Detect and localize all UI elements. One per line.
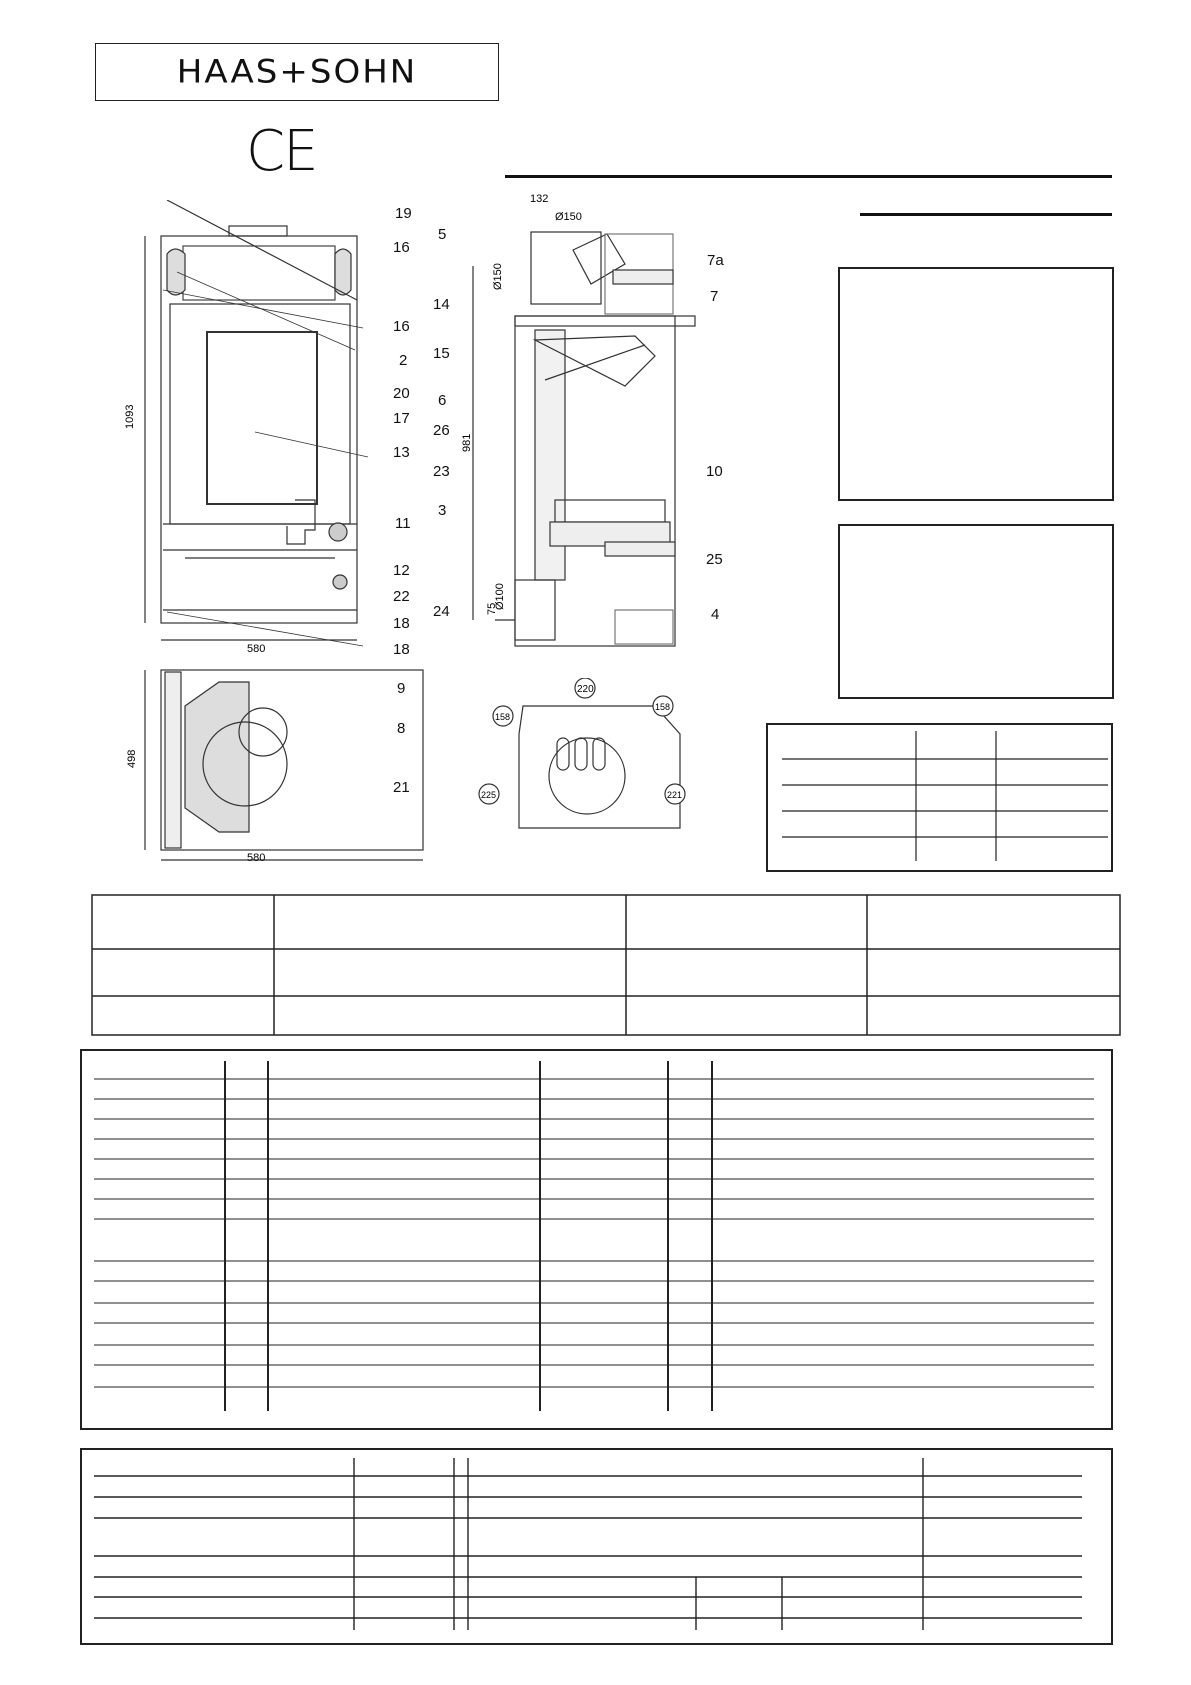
top-view-svg [115,664,445,864]
side-dim-top: 132 [530,193,549,205]
subheader-rule [860,213,1112,216]
brand-logo [95,43,499,101]
header-rule [505,175,1112,178]
callout-16a: 16 [393,239,410,256]
side-dim-air: Ø100 [494,583,506,610]
top-dim-depth: 498 [126,749,138,768]
callout-21: 21 [393,779,410,796]
callout-3: 3 [438,502,447,519]
callout-7: 7 [710,288,719,305]
spec-table-wide [91,894,1121,1036]
callout-24: 24 [433,603,450,620]
side-dim-base: 75 [486,602,498,615]
callout-2: 2 [399,352,408,369]
ce-mark: CE [246,119,317,184]
callout-14: 14 [433,296,450,313]
bottom-table [80,1448,1113,1645]
callout-13: 13 [393,444,410,461]
callout-11: 11 [395,515,411,532]
spec-table-small [766,723,1113,872]
side-dim-flue-side: Ø150 [492,263,504,290]
callout-6: 6 [438,392,447,409]
grate-circle-225: 225 [481,790,497,800]
callout-5: 5 [438,226,447,243]
callout-23: 23 [433,463,450,480]
grate-view-drawing [475,678,705,840]
side-view-drawing [455,190,705,650]
grate-view-svg [475,678,705,840]
grate-circle-158a: 158 [495,712,511,722]
callout-25: 25 [706,551,723,568]
grate-circle-220: 220 [577,684,594,695]
top-dim-width: 580 [247,852,266,864]
callout-9: 9 [397,680,406,697]
front-dim-width: 580 [247,643,266,655]
side-view-svg [455,190,705,650]
callout-12: 12 [393,562,410,579]
top-view-drawing [115,664,445,864]
callout-18a: 18 [393,615,410,632]
spec-table-wide-lines [91,894,1121,1036]
side-dim-height: 981 [461,433,473,452]
callout-4: 4 [711,606,720,623]
info-box-2 [838,524,1114,699]
callout-10: 10 [706,463,723,480]
callout-18b: 18 [393,641,410,658]
side-dim-flue-top: Ø150 [555,211,582,223]
callout-22: 22 [393,588,410,605]
bottom-table-lines [82,1450,1111,1643]
callout-26: 26 [433,422,450,439]
info-box-1 [838,267,1114,501]
callout-15: 15 [433,345,450,362]
callout-19: 19 [395,205,412,222]
callout-8: 8 [397,720,406,737]
callout-17: 17 [393,410,410,427]
front-dim-height: 1093 [124,404,136,429]
callout-16b: 16 [393,318,410,335]
spec-table-lines [768,725,1111,870]
parts-table [80,1049,1113,1430]
callout-20: 20 [393,385,410,402]
grate-circle-221: 221 [667,790,683,800]
callout-7a: 7a [707,252,724,269]
grate-circle-158b: 158 [655,702,671,712]
logo-text: HAAS+SOHN [176,53,418,91]
parts-table-lines [82,1051,1111,1428]
